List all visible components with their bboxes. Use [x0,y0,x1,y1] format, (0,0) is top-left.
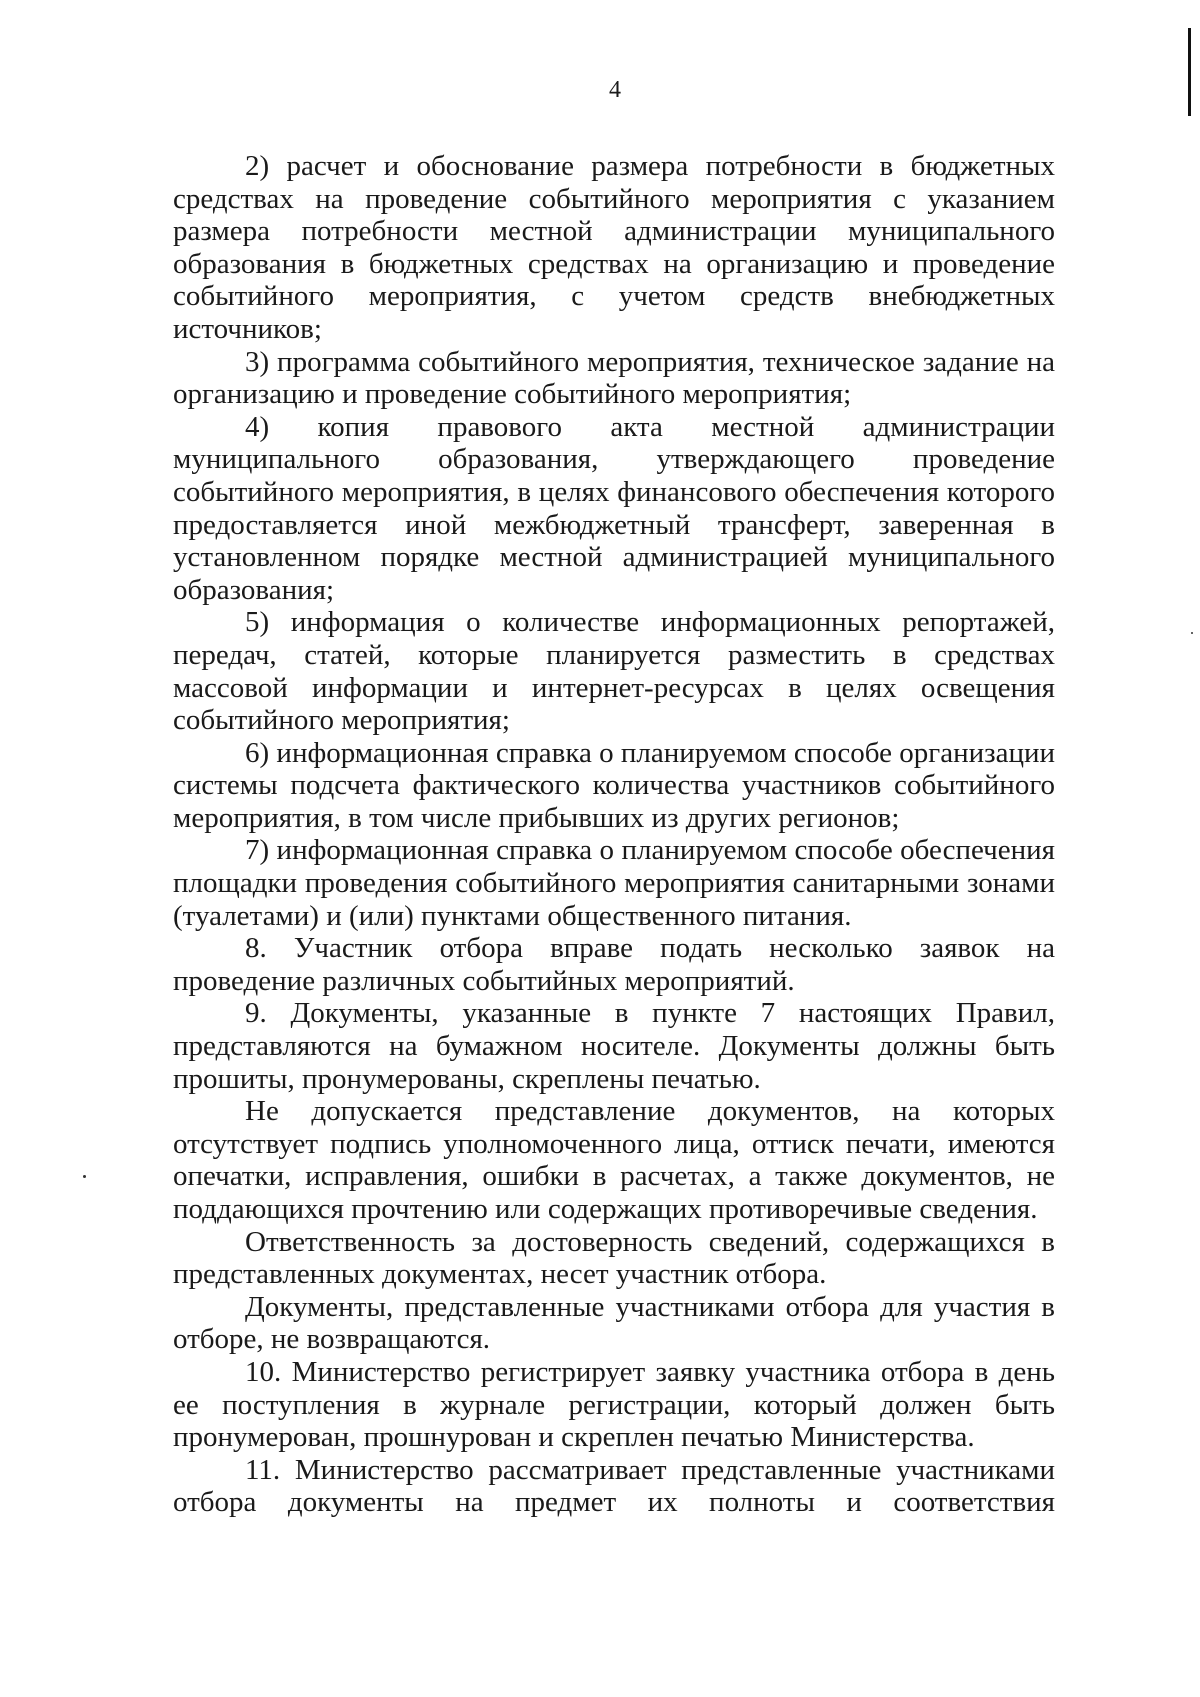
document-body [173,150,1055,1519]
scan-speck [1191,632,1193,634]
paragraph-item-6: 6) информационная справка о планируемом способе организации системы подсчета фактического количества участников событийного мероприятия, в том числе прибывших из других регионов; [173,736,1055,834]
paragraph-clause-11: 11. Министерство рассматривает представленные участниками отбора документы на предмет их полноты и соответствия [173,1453,1055,1519]
paragraph-clause-9: 9. Документы, указанные в пункте 7 настоящих Правил, представляются на бумажном носителе. Документы должны быть прошиты, пронумерованы, скреплены печатью. [173,997,1055,1095]
scan-edge-mark [1188,28,1191,116]
paragraph-clause-9-not-returned: Документы, представленные участниками отбора для участия в отборе, не возвращаются. [173,1290,1055,1356]
paragraph-item-7: 7) информационная справка о планируемом способе обеспечения площадки проведения событийного мероприятия санитарными зонами (туалетами) и (или) пунктами общественного питания. [173,834,1055,932]
paragraph-item-3: 3) программа событийного мероприятия, техническое задание на организацию и проведение событийного мероприятия; [173,345,1055,411]
paragraph-clause-10: 10. Министерство регистрирует заявку участника отбора в день ее поступления в журнале регистрации, который должен быть пронумерован, прошнурован и скреплен печатью Министерства. [173,1355,1055,1454]
paragraph-clause-8: 8. Участник отбора вправе подать несколько заявок на проведение различных событийных мероприятий. [173,932,1055,997]
page-number: 4 [609,77,621,103]
scan-speck [83,1175,86,1178]
paragraph-item-2: 2) расчет и обоснование размера потребности в бюджетных средствах на проведение событийного мероприятия с указанием размера потребности местной администрации муниципального образования в бюджетных средствах на организацию и проведение событийного мероприятия, с учетом средств внебюджетных источников; [173,150,1055,345]
paragraph-item-5: 5) информация о количестве информационных репортажей, передач, статей, которые планируется разместить в средствах массовой информации и интернет-ресурсах в целях освещения событийного мероприятия; [173,606,1055,737]
paragraph-clause-9-responsibility: Ответственность за достоверность сведений, содержащихся в представленных документах, несет участник отбора. [173,1225,1055,1291]
paragraph-item-4: 4) копия правового акта местной администрации муниципального образования, утверждающего проведение событийного мероприятия, в целях финансового обеспечения которого предоставляется иной межбюджетный трансферт, заверенная в установленном порядке местной администрацией муниципального образования; [173,410,1055,606]
paragraph-clause-9-not-allowed: Не допускается представление документов, на которых отсутствует подпись уполномоченного лица, оттиск печати, имеются опечатки, исправления, ошибки в расчетах, а также документов, не поддающихся прочтению или содержащих противоречивые сведения. [173,1095,1055,1225]
